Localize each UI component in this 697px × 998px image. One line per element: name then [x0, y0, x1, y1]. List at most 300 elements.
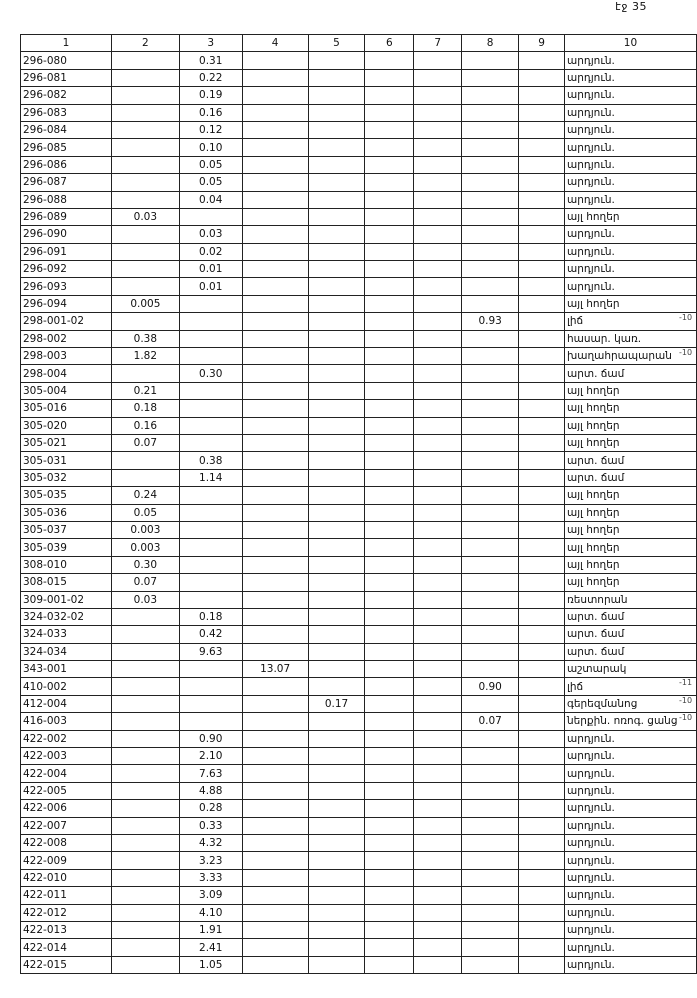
- land-use-cell: գերեզմանոց: [564, 695, 696, 712]
- land-use-cell: արդյուն.: [564, 156, 696, 173]
- parcel-code-cell: 296-081: [21, 69, 112, 86]
- area-cell-col-3: 0.28: [179, 800, 242, 817]
- area-cell-col-9: [519, 243, 565, 260]
- parcel-code-cell: 422-007: [21, 817, 112, 834]
- area-cell-col-9: [519, 748, 565, 765]
- land-parcel-table: [20, 34, 697, 974]
- area-cell-col-2: [111, 121, 179, 138]
- area-cell-col-7: [414, 469, 462, 486]
- area-cell-col-2: [111, 69, 179, 86]
- table-row: [21, 539, 697, 556]
- area-cell-col-5: [308, 417, 365, 434]
- area-cell-col-7: [414, 452, 462, 469]
- parcel-code-cell: 343-001: [21, 661, 112, 678]
- area-cell-col-7: [414, 156, 462, 173]
- column-header-9: 9: [519, 35, 565, 52]
- area-cell-col-7: [414, 208, 462, 225]
- margin-mark: -10: [679, 347, 693, 357]
- area-cell-col-9: [519, 382, 565, 399]
- table-row: [21, 69, 697, 86]
- area-cell-col-4: [242, 208, 308, 225]
- area-cell-col-8: [462, 330, 519, 347]
- area-cell-col-2: [111, 713, 179, 730]
- parcel-code-cell: 422-004: [21, 765, 112, 782]
- table-row: [21, 852, 697, 869]
- area-cell-col-4: [242, 539, 308, 556]
- area-cell-col-6: [365, 678, 414, 695]
- area-cell-col-6: [365, 608, 414, 625]
- table-row: [21, 800, 697, 817]
- area-cell-col-2: [111, 730, 179, 747]
- area-cell-col-3: 1.14: [179, 469, 242, 486]
- land-use-cell: այլ հողեր: [564, 574, 696, 591]
- area-cell-col-8: [462, 156, 519, 173]
- area-cell-col-5: [308, 191, 365, 208]
- area-cell-col-9: [519, 487, 565, 504]
- area-cell-col-7: [414, 800, 462, 817]
- area-cell-col-8: [462, 539, 519, 556]
- table-row: [21, 208, 697, 225]
- area-cell-col-4: [242, 261, 308, 278]
- area-cell-col-3: [179, 417, 242, 434]
- table-row: [21, 417, 697, 434]
- area-cell-col-2: [111, 87, 179, 104]
- table-row: [21, 295, 697, 312]
- area-cell-col-6: [365, 521, 414, 538]
- area-cell-col-9: [519, 556, 565, 573]
- table-row: [21, 226, 697, 243]
- parcel-code-cell: 309-001-02: [21, 591, 112, 608]
- area-cell-col-9: [519, 661, 565, 678]
- area-cell-col-5: [308, 956, 365, 973]
- parcel-code-cell: 296-093: [21, 278, 112, 295]
- area-cell-col-8: [462, 556, 519, 573]
- area-cell-col-3: [179, 208, 242, 225]
- area-cell-col-9: [519, 348, 565, 365]
- area-cell-col-2: [111, 661, 179, 678]
- parcel-code-cell: 422-012: [21, 904, 112, 921]
- area-cell-col-9: [519, 208, 565, 225]
- area-cell-col-2: 0.07: [111, 574, 179, 591]
- area-cell-col-4: [242, 504, 308, 521]
- area-cell-col-3: 3.33: [179, 869, 242, 886]
- land-use-cell: արդյուն.: [564, 782, 696, 799]
- area-cell-col-5: [308, 434, 365, 451]
- area-cell-col-3: 0.16: [179, 104, 242, 121]
- parcel-code-cell: 422-006: [21, 800, 112, 817]
- land-use-cell: արդյուն.: [564, 87, 696, 104]
- land-use-cell: այլ հողեր: [564, 295, 696, 312]
- area-cell-col-8: [462, 365, 519, 382]
- parcel-code-cell: 422-005: [21, 782, 112, 799]
- column-header-6: 6: [365, 35, 414, 52]
- area-cell-col-2: 0.003: [111, 539, 179, 556]
- area-cell-col-7: [414, 678, 462, 695]
- area-cell-col-4: [242, 469, 308, 486]
- area-cell-col-9: [519, 313, 565, 330]
- area-cell-col-6: [365, 956, 414, 973]
- area-cell-col-2: [111, 452, 179, 469]
- area-cell-col-8: 0.93: [462, 313, 519, 330]
- area-cell-col-9: [519, 69, 565, 86]
- area-cell-col-3: 0.12: [179, 121, 242, 138]
- land-use-cell: արդյուն.: [564, 904, 696, 921]
- column-header-10: 10: [564, 35, 696, 52]
- area-cell-col-5: [308, 939, 365, 956]
- land-use-cell: արդյուն.: [564, 104, 696, 121]
- area-cell-col-8: [462, 400, 519, 417]
- area-cell-col-8: [462, 121, 519, 138]
- area-cell-col-8: [462, 487, 519, 504]
- area-cell-col-6: [365, 348, 414, 365]
- area-cell-col-9: [519, 121, 565, 138]
- area-cell-col-2: [111, 608, 179, 625]
- area-cell-col-6: [365, 261, 414, 278]
- land-use-cell: արդյուն.: [564, 261, 696, 278]
- area-cell-col-9: [519, 417, 565, 434]
- table-row: [21, 713, 697, 730]
- area-cell-col-7: [414, 956, 462, 973]
- area-cell-col-3: [179, 504, 242, 521]
- area-cell-col-4: [242, 348, 308, 365]
- area-cell-col-5: [308, 643, 365, 660]
- area-cell-col-5: [308, 348, 365, 365]
- area-cell-col-3: 0.18: [179, 608, 242, 625]
- area-cell-col-6: [365, 452, 414, 469]
- area-cell-col-7: [414, 348, 462, 365]
- area-cell-col-5: [308, 748, 365, 765]
- area-cell-col-7: [414, 330, 462, 347]
- land-use-cell: արդյուն.: [564, 921, 696, 938]
- area-cell-col-9: [519, 869, 565, 886]
- area-cell-col-2: [111, 104, 179, 121]
- area-cell-col-5: [308, 330, 365, 347]
- area-cell-col-6: [365, 556, 414, 573]
- area-cell-col-6: [365, 313, 414, 330]
- area-cell-col-8: [462, 278, 519, 295]
- area-cell-col-7: [414, 261, 462, 278]
- parcel-code-cell: 422-015: [21, 956, 112, 973]
- area-cell-col-8: [462, 52, 519, 69]
- area-cell-col-6: [365, 904, 414, 921]
- table-row: [21, 365, 697, 382]
- area-cell-col-5: [308, 869, 365, 886]
- area-cell-col-6: [365, 191, 414, 208]
- land-use-cell: արդյուն.: [564, 817, 696, 834]
- land-use-cell: արտ. ճամ: [564, 626, 696, 643]
- area-cell-col-6: [365, 330, 414, 347]
- table-row: [21, 817, 697, 834]
- area-cell-col-3: 0.19: [179, 87, 242, 104]
- area-cell-col-6: [365, 417, 414, 434]
- area-cell-col-4: [242, 817, 308, 834]
- area-cell-col-8: [462, 904, 519, 921]
- area-cell-col-9: [519, 278, 565, 295]
- area-cell-col-5: [308, 382, 365, 399]
- area-cell-col-3: 0.02: [179, 243, 242, 260]
- table-row: [21, 504, 697, 521]
- area-cell-col-6: [365, 921, 414, 938]
- area-cell-col-2: 0.05: [111, 504, 179, 521]
- table-row: [21, 921, 697, 938]
- area-cell-col-9: [519, 504, 565, 521]
- area-cell-col-4: [242, 730, 308, 747]
- area-cell-col-7: [414, 521, 462, 538]
- area-cell-col-9: [519, 643, 565, 660]
- table-row: [21, 156, 697, 173]
- area-cell-col-7: [414, 730, 462, 747]
- table-row: [21, 887, 697, 904]
- area-cell-col-3: 0.31: [179, 52, 242, 69]
- area-cell-col-6: [365, 226, 414, 243]
- table-row: [21, 695, 697, 712]
- land-use-cell: աշտարակ: [564, 661, 696, 678]
- area-cell-col-6: [365, 713, 414, 730]
- parcel-code-cell: 298-003: [21, 348, 112, 365]
- table-row: [21, 330, 697, 347]
- area-cell-col-3: 0.01: [179, 261, 242, 278]
- area-cell-col-2: [111, 852, 179, 869]
- area-cell-col-8: [462, 104, 519, 121]
- area-cell-col-4: [242, 156, 308, 173]
- area-cell-col-2: [111, 904, 179, 921]
- land-use-cell: արտ. ճամ: [564, 452, 696, 469]
- area-cell-col-4: [242, 121, 308, 138]
- parcel-code-cell: 308-010: [21, 556, 112, 573]
- area-cell-col-3: 2.10: [179, 748, 242, 765]
- table-row: [21, 104, 697, 121]
- area-cell-col-8: [462, 869, 519, 886]
- area-cell-col-9: [519, 156, 565, 173]
- area-cell-col-8: [462, 852, 519, 869]
- area-cell-col-7: [414, 87, 462, 104]
- land-use-cell: այլ հողեր: [564, 556, 696, 573]
- area-cell-col-9: [519, 713, 565, 730]
- area-cell-col-8: 0.90: [462, 678, 519, 695]
- area-cell-col-4: [242, 956, 308, 973]
- area-cell-col-4: [242, 104, 308, 121]
- area-cell-col-4: [242, 834, 308, 851]
- area-cell-col-3: [179, 574, 242, 591]
- table-row: [21, 382, 697, 399]
- area-cell-col-5: [308, 521, 365, 538]
- area-cell-col-5: [308, 834, 365, 851]
- table-row: [21, 87, 697, 104]
- land-use-cell: արտ. ճամ: [564, 365, 696, 382]
- area-cell-col-4: [242, 921, 308, 938]
- column-header-7: 7: [414, 35, 462, 52]
- area-cell-col-2: [111, 365, 179, 382]
- area-cell-col-9: [519, 365, 565, 382]
- parcel-code-cell: 296-089: [21, 208, 112, 225]
- area-cell-col-6: [365, 382, 414, 399]
- area-cell-col-5: [308, 156, 365, 173]
- area-cell-col-8: [462, 69, 519, 86]
- land-use-cell: արդյուն.: [564, 191, 696, 208]
- area-cell-col-5: [308, 243, 365, 260]
- area-cell-col-5: [308, 887, 365, 904]
- land-use-cell: արդյուն.: [564, 730, 696, 747]
- parcel-code-cell: 296-085: [21, 139, 112, 156]
- area-cell-col-8: [462, 382, 519, 399]
- land-use-cell: այլ հողեր: [564, 487, 696, 504]
- area-cell-col-6: [365, 539, 414, 556]
- area-cell-col-9: [519, 921, 565, 938]
- area-cell-col-5: [308, 661, 365, 678]
- area-cell-col-3: 0.10: [179, 139, 242, 156]
- area-cell-col-2: [111, 887, 179, 904]
- area-cell-col-9: [519, 330, 565, 347]
- column-header-8: 8: [462, 35, 519, 52]
- area-cell-col-2: [111, 156, 179, 173]
- area-cell-col-2: 0.21: [111, 382, 179, 399]
- area-cell-col-7: [414, 191, 462, 208]
- area-cell-col-5: [308, 139, 365, 156]
- table-row: [21, 869, 697, 886]
- table-row: [21, 452, 697, 469]
- parcel-code-cell: 305-016: [21, 400, 112, 417]
- margin-mark: -11: [679, 678, 693, 688]
- area-cell-col-3: 0.90: [179, 730, 242, 747]
- area-cell-col-9: [519, 52, 565, 69]
- land-use-cell: լիճ: [564, 313, 696, 330]
- area-cell-col-9: [519, 695, 565, 712]
- area-cell-col-6: [365, 852, 414, 869]
- area-cell-col-3: [179, 330, 242, 347]
- area-cell-col-6: [365, 278, 414, 295]
- land-use-cell: այլ հողեր: [564, 504, 696, 521]
- area-cell-col-7: [414, 226, 462, 243]
- margin-mark: -10: [679, 313, 693, 322]
- area-cell-col-7: [414, 608, 462, 625]
- parcel-code-cell: 305-020: [21, 417, 112, 434]
- area-cell-col-2: [111, 261, 179, 278]
- table-row: [21, 748, 697, 765]
- land-use-cell: այլ հողեր: [564, 382, 696, 399]
- land-use-cell: արդյուն.: [564, 278, 696, 295]
- area-cell-col-2: 0.38: [111, 330, 179, 347]
- area-cell-col-4: [242, 852, 308, 869]
- area-cell-col-4: [242, 487, 308, 504]
- area-cell-col-5: [308, 400, 365, 417]
- area-cell-col-3: [179, 382, 242, 399]
- parcel-code-cell: 422-013: [21, 921, 112, 938]
- area-cell-col-9: [519, 782, 565, 799]
- area-cell-col-7: [414, 765, 462, 782]
- area-cell-col-7: [414, 104, 462, 121]
- parcel-code-cell: 305-032: [21, 469, 112, 486]
- area-cell-col-7: [414, 921, 462, 938]
- area-cell-col-9: [519, 139, 565, 156]
- area-cell-col-3: 4.10: [179, 904, 242, 921]
- parcel-code-cell: 422-003: [21, 748, 112, 765]
- table-row: [21, 487, 697, 504]
- area-cell-col-5: [308, 765, 365, 782]
- parcel-code-cell: 305-037: [21, 521, 112, 538]
- area-cell-col-2: 0.30: [111, 556, 179, 573]
- area-cell-col-6: [365, 834, 414, 851]
- area-cell-col-3: 1.91: [179, 921, 242, 938]
- land-use-cell: այլ հողեր: [564, 400, 696, 417]
- area-cell-col-8: [462, 765, 519, 782]
- area-cell-col-8: [462, 469, 519, 486]
- area-cell-col-7: [414, 834, 462, 851]
- area-cell-col-8: [462, 208, 519, 225]
- area-cell-col-6: [365, 765, 414, 782]
- area-cell-col-2: [111, 817, 179, 834]
- table-row: [21, 52, 697, 69]
- area-cell-col-6: [365, 800, 414, 817]
- area-cell-col-2: [111, 278, 179, 295]
- area-cell-col-3: 3.23: [179, 852, 242, 869]
- area-cell-col-3: [179, 348, 242, 365]
- area-cell-col-4: [242, 695, 308, 712]
- area-cell-col-9: [519, 904, 565, 921]
- area-cell-col-3: [179, 521, 242, 538]
- area-cell-col-5: [308, 69, 365, 86]
- parcel-code-cell: 416-003: [21, 713, 112, 730]
- parcel-code-cell: 324-033: [21, 626, 112, 643]
- area-cell-col-4: [242, 278, 308, 295]
- area-cell-col-3: [179, 400, 242, 417]
- area-cell-col-4: [242, 608, 308, 625]
- area-cell-col-6: [365, 400, 414, 417]
- area-cell-col-7: [414, 487, 462, 504]
- table-row: [21, 521, 697, 538]
- area-cell-col-7: [414, 939, 462, 956]
- area-cell-col-3: 0.05: [179, 156, 242, 173]
- area-cell-col-6: [365, 695, 414, 712]
- area-cell-col-7: [414, 139, 462, 156]
- area-cell-col-4: [242, 904, 308, 921]
- land-use-cell: հասար. կառ.: [564, 330, 696, 347]
- area-cell-col-5: [308, 556, 365, 573]
- area-cell-col-2: 0.005: [111, 295, 179, 312]
- area-cell-col-4: [242, 765, 308, 782]
- parcel-code-cell: 298-004: [21, 365, 112, 382]
- area-cell-col-5: [308, 504, 365, 521]
- area-cell-col-3: 7.63: [179, 765, 242, 782]
- parcel-code-cell: 305-036: [21, 504, 112, 521]
- area-cell-col-2: [111, 174, 179, 191]
- area-cell-col-8: [462, 730, 519, 747]
- parcel-code-cell: 296-086: [21, 156, 112, 173]
- area-cell-col-5: [308, 121, 365, 138]
- area-cell-col-2: [111, 695, 179, 712]
- table-row: [21, 191, 697, 208]
- area-cell-col-2: [111, 626, 179, 643]
- parcel-code-cell: 308-015: [21, 574, 112, 591]
- page-number: էջ 35: [615, 0, 647, 13]
- area-cell-col-2: [111, 834, 179, 851]
- area-cell-col-6: [365, 591, 414, 608]
- land-use-cell: արդյուն.: [564, 800, 696, 817]
- area-cell-col-5: [308, 852, 365, 869]
- area-cell-col-2: 0.03: [111, 208, 179, 225]
- land-use-cell: արդյուն.: [564, 139, 696, 156]
- area-cell-col-8: [462, 695, 519, 712]
- area-cell-col-9: [519, 261, 565, 278]
- parcel-code-cell: 296-083: [21, 104, 112, 121]
- area-cell-col-5: [308, 469, 365, 486]
- column-header-5: 5: [308, 35, 365, 52]
- land-use-cell: արդյուն.: [564, 887, 696, 904]
- area-cell-col-3: [179, 678, 242, 695]
- area-cell-col-9: [519, 956, 565, 973]
- area-cell-col-8: [462, 591, 519, 608]
- area-cell-col-9: [519, 469, 565, 486]
- area-cell-col-4: [242, 69, 308, 86]
